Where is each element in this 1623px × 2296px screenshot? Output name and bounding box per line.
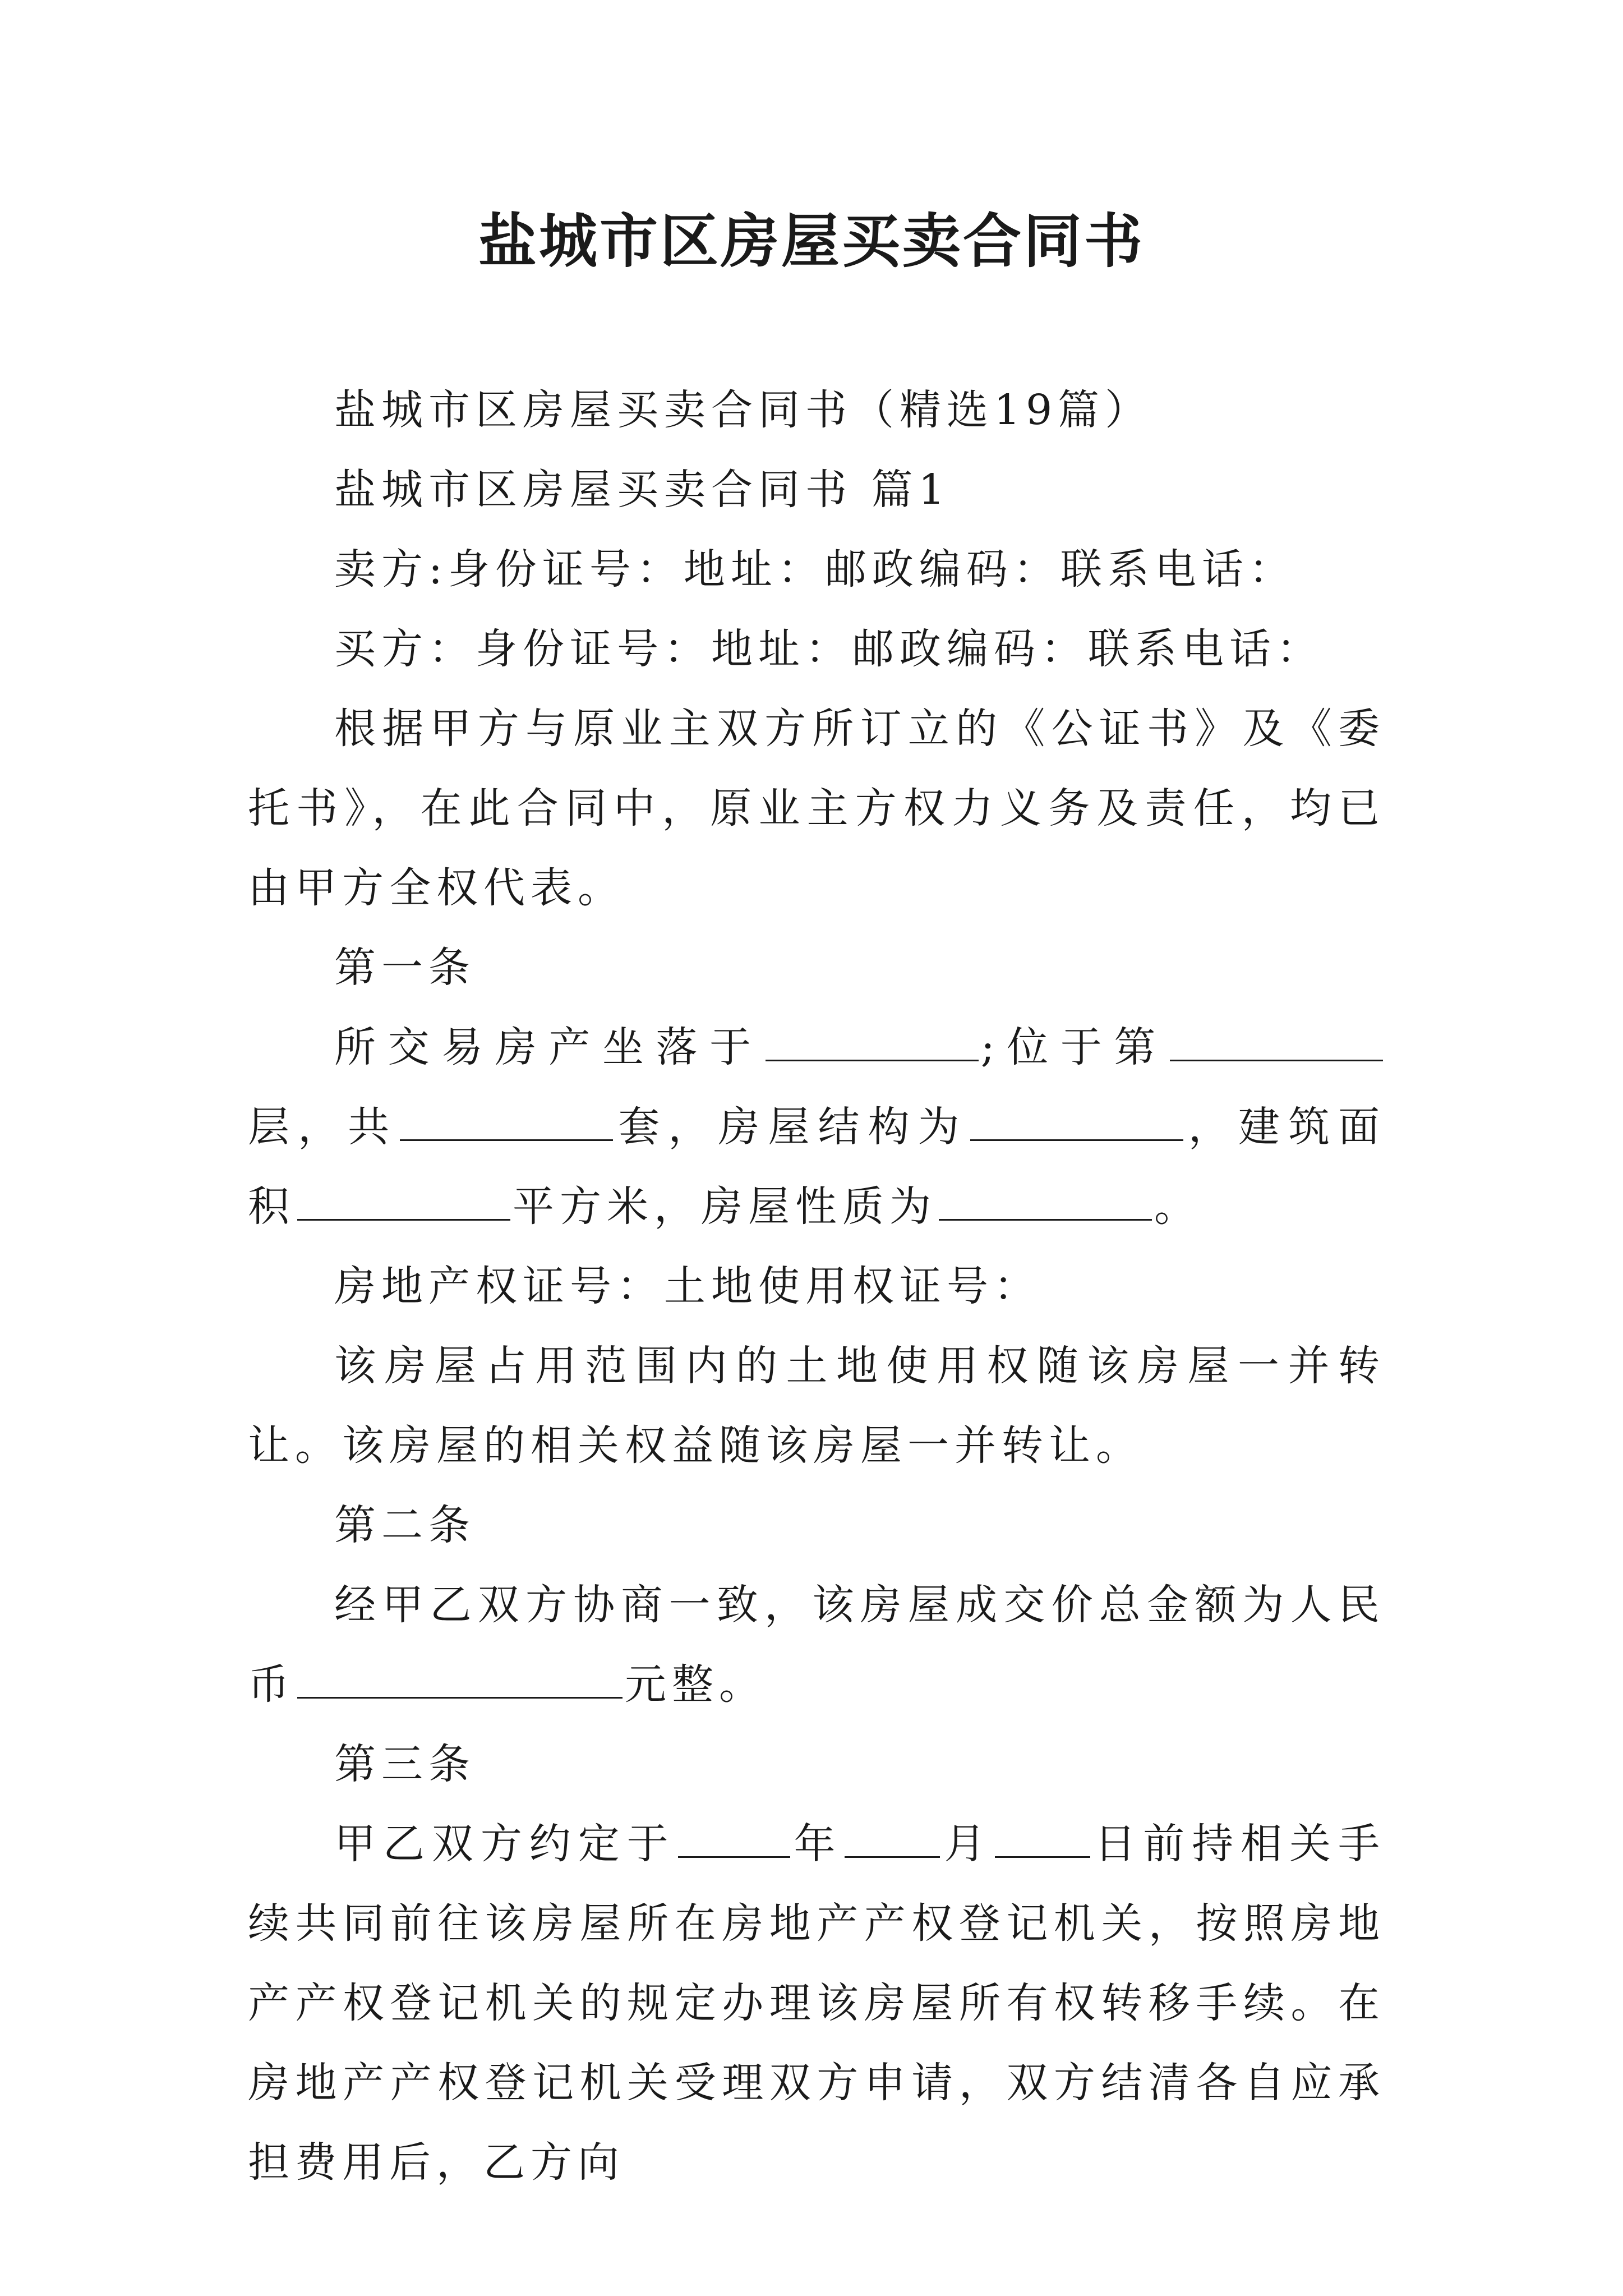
land-rights-paragraph: 该房屋占用范围内的土地使用权随该房屋一并转让。该房屋的相关权益随该房屋一并转让。	[248, 1342, 1385, 1470]
article-3-month: 月	[942, 1820, 993, 1868]
article-2-text-b: 元整。	[625, 1660, 766, 1709]
units-blank	[400, 1098, 613, 1141]
article-1-text-g: 。	[1154, 1182, 1201, 1231]
article-1-text-d: 套，房屋结构为	[615, 1103, 968, 1151]
article-2-heading: 第二条	[334, 1501, 476, 1549]
section-heading: 盐城市区房屋买卖合同书 篇1	[334, 466, 951, 514]
article-1-text-a: 所交易房产坐落于	[334, 1023, 763, 1071]
area-blank	[297, 1177, 510, 1221]
property-type-blank	[939, 1177, 1152, 1221]
article-1-text-b: ;位于第	[980, 1023, 1168, 1071]
document-subtitle: 盐城市区房屋买卖合同书（精选19篇）	[334, 386, 1152, 434]
certificate-line: 房地产权证号：土地使用权证号：	[334, 1262, 1041, 1310]
document-title: 盐城市区房屋买卖合同书	[478, 206, 1145, 275]
seller-line: 卖方:身份证号：地址：邮政编码：联系电话：	[334, 545, 1296, 593]
price-blank	[297, 1655, 623, 1699]
article-1-text-e: ，建筑面积	[248, 1103, 1386, 1231]
article-1-text-f: 平方米，房屋性质为	[513, 1182, 937, 1231]
article-3-transfer-paragraph	[248, 1804, 1385, 2202]
day-blank	[995, 1815, 1090, 1858]
floor-blank	[1170, 1018, 1383, 1061]
document-body	[248, 370, 1385, 2202]
article-3-heading: 第三条	[334, 1740, 476, 1788]
article-3-text-a: 甲乙双方约定于	[334, 1820, 676, 1868]
year-blank	[678, 1815, 790, 1858]
article-2-price-paragraph	[248, 1565, 1385, 1724]
article-2-text-a: 经甲乙双方协商一致，该房屋成交价总金额为人民币	[248, 1581, 1385, 1709]
article-1-heading: 第一条	[334, 944, 476, 992]
article-3-text-b: 日前持相关手续共同前往该房屋所在房地产产权登记机关，按照房地产产权登记机关的规定办理该房屋所有权转移手续。在房地产产权登记机关受理双方申请，双方结清各自应承担费用后，乙方向	[248, 1820, 1386, 2187]
structure-blank	[970, 1098, 1183, 1141]
intro-paragraph: 根据甲方与原业主双方所订立的《公证书》及《委托书》，在此合同中，原业主方权力义务及责任，均已由甲方全权代表。	[248, 705, 1385, 912]
article-1-text-c: 层，共	[248, 1103, 398, 1151]
article-3-year: 年	[792, 1820, 843, 1868]
article-1-property-paragraph	[248, 1007, 1385, 1246]
location-blank	[766, 1018, 979, 1061]
month-blank	[845, 1815, 940, 1858]
buyer-line: 买方：身份证号：地址：邮政编码：联系电话：	[334, 625, 1324, 673]
